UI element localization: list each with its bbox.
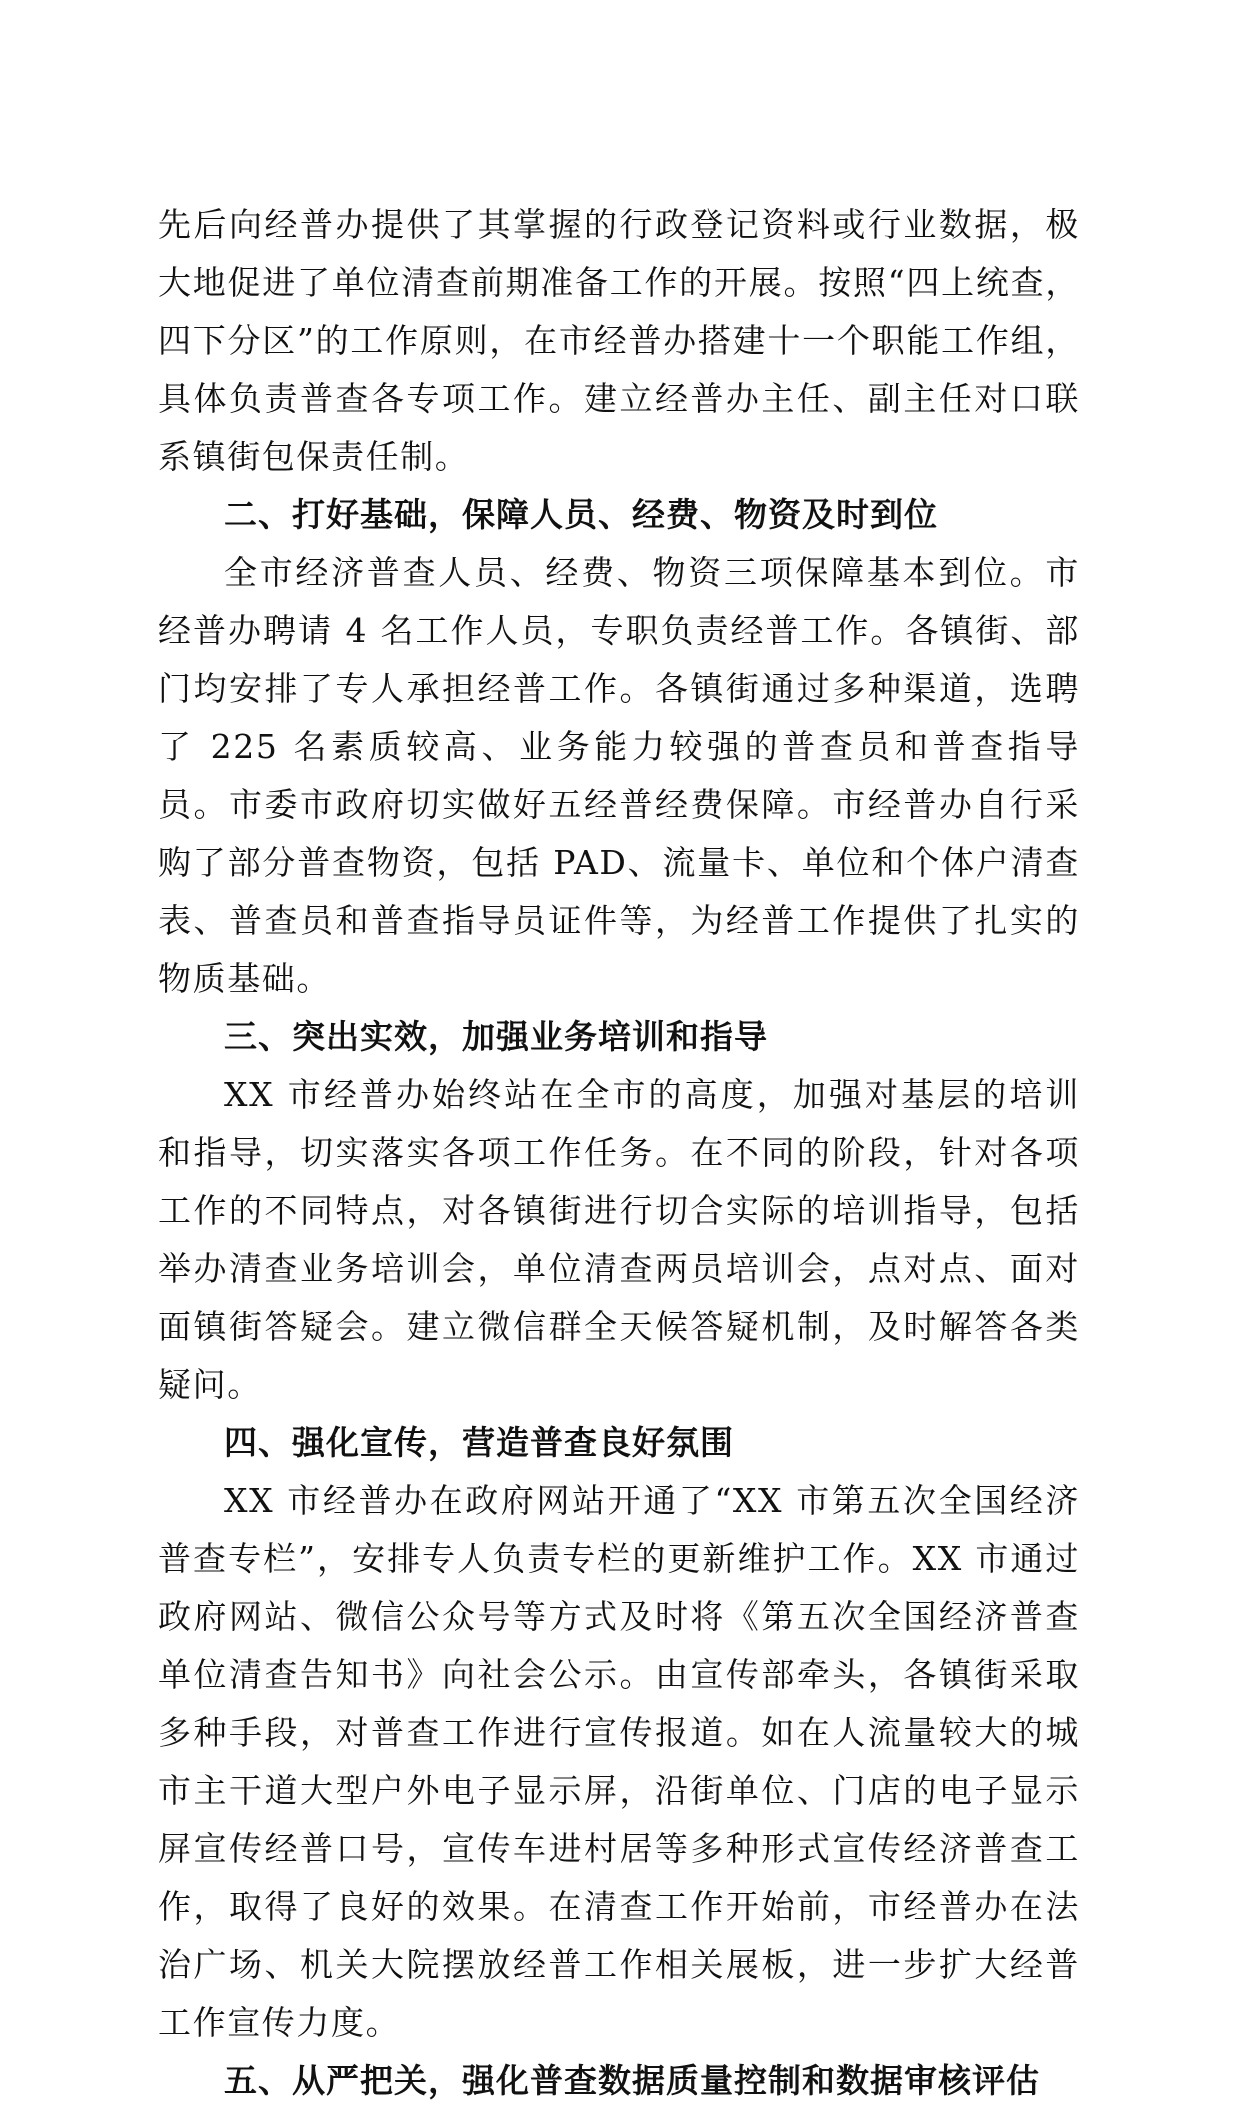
paragraph-continued: 先后向经普办提供了其掌握的行政登记资料或行业数据，极大地促进了单位清查前期准备工作的开展。按照“四上统查，四下分区”的工作原则，在市经普办搭建十一个职能工作组，具体负责普查各专项工作。建立经普办主任、副主任对口联系镇街包保责任制。 [158,205,1080,476]
document-body [158,196,1080,2110]
paragraph-section-3: XX 市经普办始终站在全市的高度，加强对基层的培训和指导，切实落实各项工作任务。在不同的阶段，针对各项工作的不同特点，对各镇街进行切合实际的培训指导，包括举办清查业务培训会，单位清查两员培训会，点对点、面对面镇街答疑会。建立微信群全天候答疑机制，及时解答各类疑问。 [158,1075,1080,1404]
section-heading-2: 二、打好基础，保障人员、经费、物资及时到位 [224,495,938,534]
section-heading-3: 三、突出实效，加强业务培训和指导 [224,1017,768,1056]
paragraph-section-2: 全市经济普查人员、经费、物资三项保障基本到位。市经普办聘请 4 名工作人员，专职负责经普工作。各镇街、部门均安排了专人承担经普工作。各镇街通过多种渠道，选聘了 225 名素质较高、业务能力较强的普查员和普查指导员。市委市政府切实做好五经普经费保障。市经普办自行采购了部分普查物资，包括 PAD、流量卡、单位和个体户清查表、普查员和普查指导员证件等，为经普工作提供了扎实的物质基础。 [158,553,1080,998]
section-heading-5: 五、从严把关，强化普查数据质量控制和数据审核评估 [224,2061,1040,2100]
section-heading-4: 四、强化宣传，营造普查良好氛围 [224,1423,734,1462]
paragraph-section-4: XX 市经普办在政府网站开通了“XX 市第五次全国经济普查专栏”，安排专人负责专栏的更新维护工作。XX 市通过政府网站、微信公众号等方式及时将《第五次全国经济普查单位清查告知书》向社会公示。由宣传部牵头，各镇街采取多种手段，对普查工作进行宣传报道。如在人流量较大的城市主干道大型户外电子显示屏，沿街单位、门店的电子显示屏宣传经普口号，宣传车进村居等多种形式宣传经济普查工作，取得了良好的效果。在清查工作开始前，市经普办在法治广场、机关大院摆放经普工作相关展板，进一步扩大经普工作宣传力度。 [158,1481,1080,2042]
